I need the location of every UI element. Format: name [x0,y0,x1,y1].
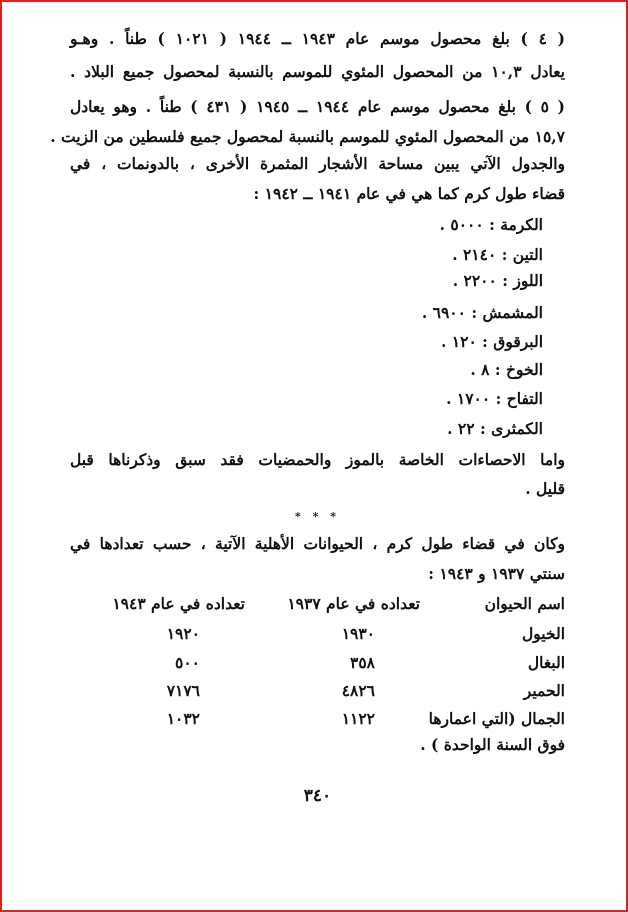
fruit-item: اللوز : ٢٢٠٠ . [452,271,543,290]
text-line: وكان في قضاء طول كرم ، الحيوانات الأهلية الآتية ، حسب تعدادها في [70,534,565,553]
text-line: ١٥,٧ من المحصول المئوي للموسم بالنسبة لمحصول جميع فلسطين من الزيت . [50,127,565,146]
fruit-item: التفاح : ١٧٠٠ . [446,389,543,408]
text-line: ( ٤ ) بلغ محصول موسم عام ١٩٤٣ ــ ١٩٤٤ ( ١٠٢١ ) طناً . وهـو [70,29,565,48]
fruit-item: البرقوق : ١٢٠ . [441,332,543,351]
table-cell-name: الحمير [523,681,565,700]
table-header-animal: اسم الحيوان [484,594,565,613]
table-cell-name: البغال [527,653,565,672]
fruit-item: الكرمة : ٥٠٠٠ . [439,215,543,234]
table-cell-1943: ٧١٧٦ [166,681,200,700]
page-number: ٣٤٠ [303,786,332,806]
text-line: والجدول الآتي يبين مساحة الأشجار المثمرة الأخرى ، بالدونمات ، في [70,154,565,173]
text-line: يعادل ١٠,٣ من المحصول المئوي للموسم بالنسبة لمحصول جميع البلاد . [70,62,565,81]
table-header-1937: تعداده في عام ١٩٣٧ [287,594,420,613]
table-cell-1937: ٤٨٢٦ [341,681,375,700]
fruit-item: التين : ٢١٤٠ . [452,245,543,264]
table-cell-name: الخيول [522,624,565,643]
section-separator: * * * [295,510,340,523]
table-header-1943: تعداده في عام ١٩٤٣ [112,594,245,613]
text-line: سنتي ١٩٣٧ و ١٩٤٣ : [428,564,565,583]
text-line: واما الاحصاءات الخاصة بالموز والحمضيات فقد سبق وذكرناها قبل [70,450,565,469]
table-cell-1943: ١٩٢٠ [166,624,200,643]
table-cell-1937: ١٩٣٠ [341,624,375,643]
table-cell-name: الجمال (التي اعمارها [428,709,565,728]
table-continuation: فوق السنة الواحدة ) . [420,735,565,754]
table-cell-1937: ١١٢٢ [341,709,375,728]
text-line: قليل . [525,479,565,498]
fruit-item: المشمش : ٦٩٠٠ . [421,303,543,322]
fruit-item: الخوخ : ٨ . [470,360,543,379]
text-line: ( ٥ ) بلغ محصول موسم عام ١٩٤٤ ــ ١٩٤٥ ( ٤٣١ ) طناً . وهو يعادل [70,97,566,116]
table-cell-1943: ١٠٣٢ [166,709,200,728]
table-cell-1937: ٣٥٨ [350,653,375,672]
table-cell-1943: ٥٠٠ [175,653,200,672]
text-line: قضاء طول كرم كما هي في عام ١٩٤١ ــ ١٩٤٢ : [253,184,565,203]
fruit-item: الكمثرى : ٢٢ . [447,419,543,438]
